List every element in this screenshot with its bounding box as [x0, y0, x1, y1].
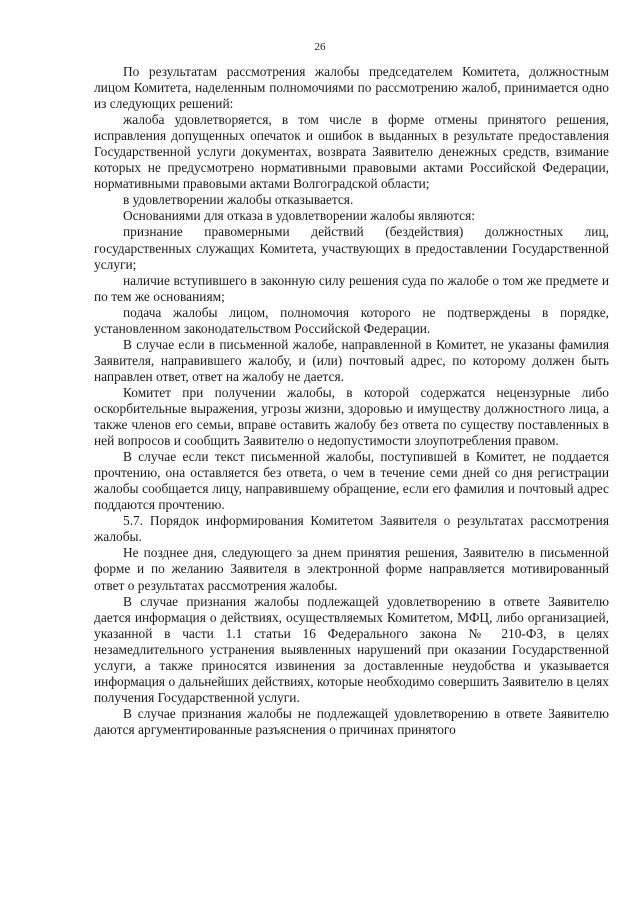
paragraph: признание правомерными действий (бездействия) должностных лиц, государственных служащих Комитета, участвующих в предоставлении Государственной услуги; [94, 224, 609, 272]
page-number: 26 [314, 41, 326, 53]
section-heading: 5.7. Порядок информирования Комитетом Заявителя о результатах рассмотрения жалобы. [94, 513, 609, 545]
paragraph: Не позднее дня, следующего за днем принятия решения, Заявителю в письменной форме и по желанию Заявителя в электронной форме направляется мотивированный ответ о результатах рассмотрения жалобы. [94, 545, 609, 593]
paragraph: В случае если в письменной жалобе, направленной в Комитет, не указаны фамилия Заявителя, направившего жалобу, и (или) почтовый адрес, по которому должен быть направлен ответ, ответ на жалобу не дается. [94, 336, 609, 384]
paragraph: в удовлетворении жалобы отказывается. [123, 192, 354, 208]
paragraph: По результатам рассмотрения жалобы председателем Комитета, должностным лицом Комитета, наделенным полномочиями по рассмотрению жалоб, принимается одно из следующих решений: [94, 64, 609, 112]
paragraph: Комитет при получении жалобы, в которой содержатся нецензурные либо оскорбительные выражения, угрозы жизни, здоровью и имуществу должностного лица, а также членов его семьи, вправе оставить жалобу без ответа по существу поставленных в ней вопросов и сообщить Заявителю о недопустимости злоупотребления правом. [94, 384, 609, 449]
paragraph: В случае признания жалобы подлежащей удовлетворению в ответе Заявителю дается информация о действиях, осуществляемых Комитетом, МФЦ, либо организацией, указанной в части 1.1 статьи 16 Федерального закона № 210-ФЗ, в целях незамедлительного устранения выявленных нарушений при оказании Государственной услуги, а также приносятся извинения за доставленные неудобства и указывается информация о дальнейших действиях, которые необходимо совершить Заявителю в целях получения Государственной услуги. [94, 593, 609, 705]
document-body [94, 64, 609, 738]
paragraph: подача жалобы лицом, полномочия которого не подтверждены в порядке, установленном законодательством Российской Федерации. [94, 304, 609, 336]
paragraph: В случае признания жалобы не подлежащей удовлетворению в ответе Заявителю даются аргументированные разъяснения о причинах принятого [94, 705, 609, 737]
paragraph: наличие вступившего в законную силу решения суда по жалобе о том же предмете и по тем же основаниям; [94, 272, 609, 304]
paragraph: Основаниями для отказа в удовлетворении жалобы являются: [123, 208, 475, 224]
paragraph: В случае если текст письменной жалобы, поступившей в Комитет, не поддается прочтению, она оставляется без ответа, о чем в течение семи дней со дня регистрации жалобы сообщается лицу, направившему обращение, если его фамилия и почтовый адрес поддаются прочтению. [94, 449, 609, 513]
paragraph: жалоба удовлетворяется, в том числе в форме отмены принятого решения, исправления допущенных опечаток и ошибок в выданных в результате предоставления Государственной услуги документах, возврата Заявителю денежных средств, взимание которых не предусмотрено нормативными правовыми актами Российской Федерации, нормативными правовыми актами Волгоградской области; [94, 112, 609, 192]
